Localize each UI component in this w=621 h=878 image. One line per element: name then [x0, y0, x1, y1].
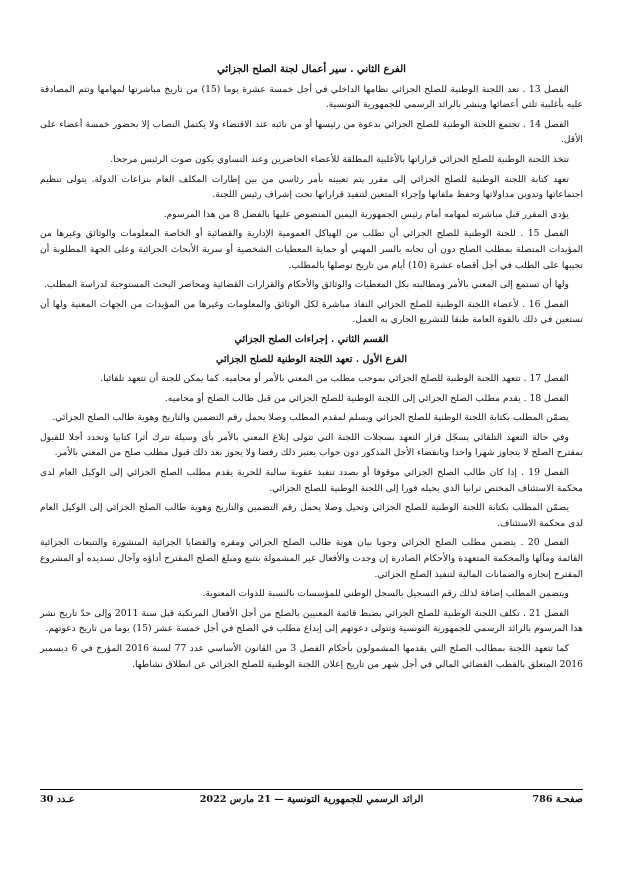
paragraph: الفصل 18 . يقدم مطلب الصلح الجزائي إلى اللجنة الوطنية للصلح الجزائي من قبل طالب الصلح أو محاميه. [164, 392, 569, 404]
page-number: صفحـة 786 [532, 794, 583, 805]
document-body [40, 62, 583, 676]
paragraph: وفي حالة التعهد التلقائي يسجّل قرار التعهد بسجلات اللجنة التي تتولى إبلاغ المعني بالأمر بأي وسيلة تترك أثرا كتابيا وتحدد أجلا للقبول بمقترح الصلح لا يتجاوز شهرا واحدا وبانقضاء الأجل المذكور دون جواب يعتبر ذلك رفضا ولا يجوز بعد ذلك قبول مطلب صلح من المعني بالأمر. [40, 431, 583, 459]
paragraph: الفصل 20 . يتضمن مطلب الصلح الجزائي وجوبا بيان هوية طالب الصلح الجزائي ومقره والقضايا الجزائية المنشورة والتتبعات الجزائية القائمة ومآلها والمحكمة المتعهدة والأحكام الصادرة إن وجدت والأفعال غير المشمولة بتتبع ومبلغ الصلح المقترح أداؤه وآجال تسديده أو المشروع المقترح إنجازه والضمانات المالية لتنفيذ الصلح الجزائي. [40, 537, 583, 580]
paragraph: الفصل 16 . لأعضاء اللجنة الوطنية للصلح الجزائي النفاذ مباشرة لكل الوثائق والمعلومات وغيرها من المؤيدات من الجهات المعنية ولها أن تستعين في ذلك بالقوة العامة طبقا للتشريع الجاري به العمل. [40, 298, 583, 326]
paragraph: تعهد كتابة اللجنة الوطنية للصلح الجزائي إلى مقرر يتم تعيينه بأمر رئاسي من بين إطارات المكلف العام بنزاعات الدولة. يتولى تنظيم اجتماعاتها وتدوين مداولاتها وحفظ ملفاتها وإجراء المتعين لتنفيذ قراراتها تحت إشراف رئيس اللجنة. [40, 173, 583, 201]
page-footer [40, 794, 583, 810]
footer-divider [40, 789, 583, 790]
paragraph: الفصل 21 . تكلف اللجنة الوطنية للصلح الجزائي بضبط قائمة المعنيين بالصلح من أجل الأفعال المرتكبة قبل سنة 2011 وإلى حدّ تاريخ نشر هذا المرسوم بالرائد الرسمي للجمهورية التونسية وتتولى دعوتهم إلى إيداع مطلب في الصلح في أجل خمسة عشر (15) يوما من تاريخ دعوتهم. [40, 607, 583, 635]
paragraph: الفصل 14 . تجتمع اللجنة الوطنية للصلح الجزائي بدعوة من رئيسها أو من نائبه عند الاقتضاء ولا يكتمل النصاب إلا بحضور خمسة أعضاء على الأقل. [40, 118, 583, 146]
paragraph: يؤدي المقرر قبل مباشرته لمهامه أمام رئيس الجمهورية اليمين المنصوص عليها بالفصل 8 من هذا المرسوم. [163, 208, 569, 220]
section-heading: الفرع الثاني . سير أعمال لجنة الصلح الجزائي [217, 64, 406, 75]
paragraph: الفصل 13 . تعد اللجنة الوطنية للصلح الجزائي نظامها الداخلي في أجل خمسة عشرة يوما (15) من تاريخ مباشرتها لمهامها وتتم المصادقة عليه بأغلبية ثلثي أعضائها وينشر بالرائد الرسمي للجمهورية التونسية. [40, 83, 583, 111]
section-heading: الفرع الأول . تعهد اللجنة الوطنية للصلح الجزائي [216, 353, 407, 365]
paragraph: الفصل 17 . تتعهد اللجنة الوطنية للصلح الجزائي بموجب مطلب من المعني بالأمر أو محاميه. كما يمكن للجنة أن تتعهد تلقائيا. [100, 373, 569, 385]
paragraph: يضمّن المطلب بكتابة اللجنة الوطنية للصلح الجزائي وتحيل وصلا يحمل رقم التضمين والتاريخ وهوية طالب الصلح الجزائي إلى الوكيل العام لدى محكمة الاستئناف. [40, 502, 583, 529]
paragraph: الفصل 15 . للجنة الوطنية للصلح الجزائي أن تطلب من الهياكل العمومية الإدارية والقضائية أو الخاصة المعلومات والوثائق وغيرها من المؤيدات المتصلة بمطلب الصلح دون أن تجابه بالسر المهني أو حماية المعطيات الشخصية أو سرية الأبحاث الجزائية وعلى الجهة المطلوبة أن تجيبها على الطلب في أجل أقصاه عشرة (10) أيام من تاريخ توصلها بالمطلب. [40, 228, 583, 271]
issue-number: عـدد 30 [40, 794, 75, 805]
paragraph: ويتضمن المطلب إضافة لذلك رقم التسجيل بالسجل الوطني للمؤسسات بالنسبة للذوات المعنوية. [202, 588, 569, 600]
paragraph: كما تتعهد اللجنة بمطالب الصلح التي يقدمها المشمولون بأحكام الفصل 3 من القانون الأساسي عدد 77 لسنة 2016 المؤرخ في 6 ديسمبر 2016 المتعلق بالقطب القضائي المالي في أجل شهر من تاريخ إعلان اللجنة الوطنية للصلح الجزائي عن انطلاق نشاطها. [40, 643, 583, 670]
section-heading: القسم الثاني . إجراءات الصلح الجزائي [234, 333, 389, 345]
paragraph: يضمّن المطلب بكتابة اللجنة الوطنية للصلح الجزائي ويسلم لمقدم المطلب وصلا يحمل رقم التضمين والتاريخ وهوية طالب الصلح الجزائي. [52, 412, 569, 424]
paragraph: الفصل 19 . إذا كان طالب الصلح الجزائي موقوفا أو بصدد تنفيذ عقوبة سالبة للحرية يقدم مطلب الصلح الجزائي إلى الوكيل العام لدى محكمة الاستئناف المختص ترابيا الذي يحيله فورا إلى اللجنة الوطنية للصلح الجزائي. [40, 467, 583, 494]
paragraph: تتخذ اللجنة الوطنية للصلح الجزائي قراراتها بالأغلبية المطلقة للأعضاء الحاضرين وعند التساوي يكون صوت الرئيس مرجحا. [110, 153, 569, 165]
paragraph: ولها أن تستمع إلى المعني بالأمر ومطالبته بكل المعطيات والوثائق والأحكام والقرارات القضائية ومحاضر البحث المستوجبة لدراسة المطلب. [44, 279, 569, 291]
journal-title-date: الرائد الرسمي للجمهورية التونسية — 21 مارس 2022 [199, 794, 424, 805]
